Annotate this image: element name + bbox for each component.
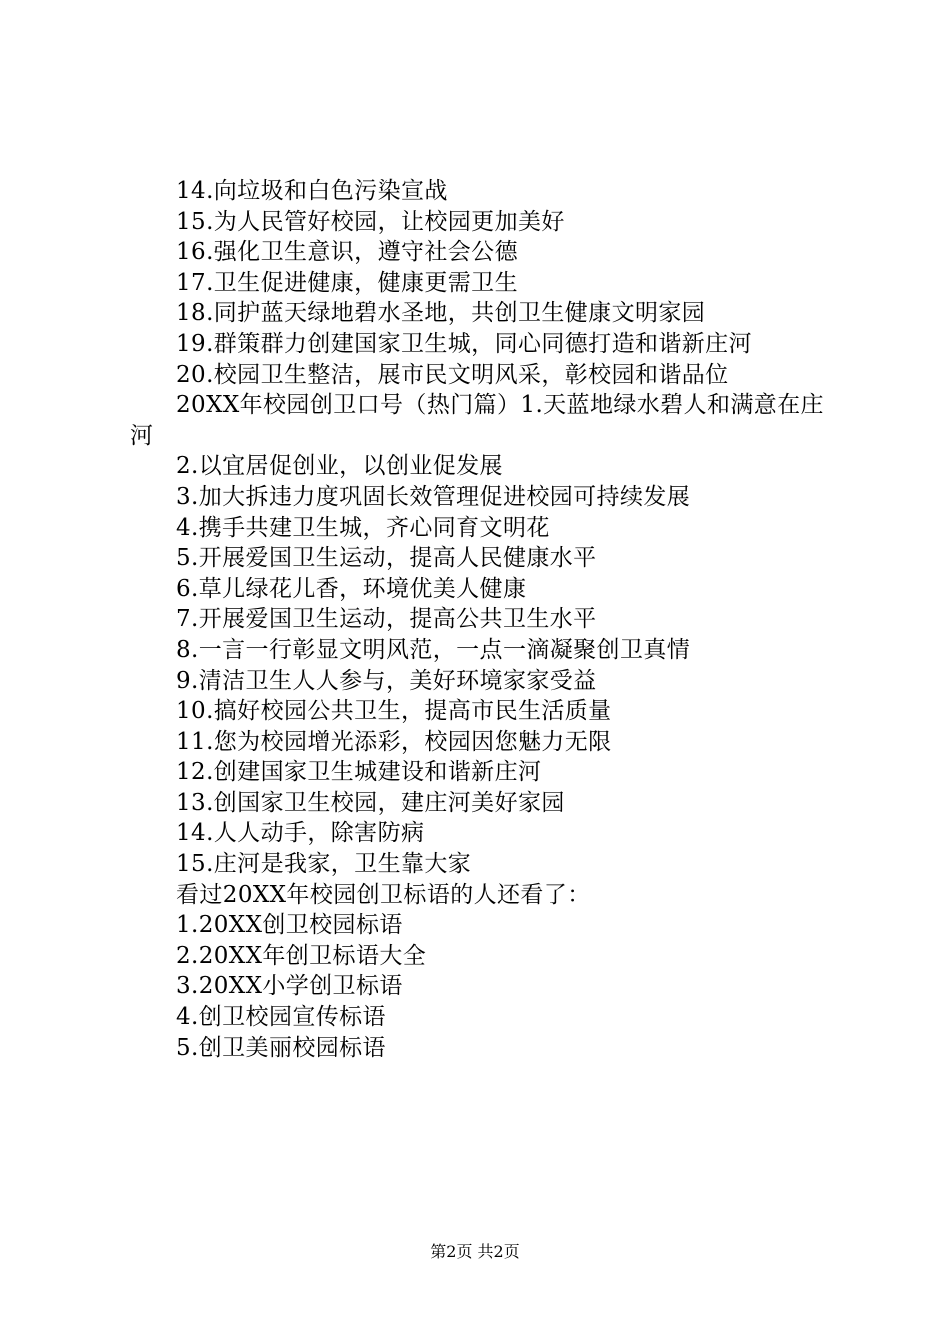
text-line: 17.卫生促进健康，健康更需卫生 (176, 269, 518, 296)
text-line: 4.携手共建卫生城，齐心同育文明花 (176, 514, 550, 541)
text-line: 8.一言一行彰显文明风范，一点一滴凝聚创卫真情 (176, 636, 691, 663)
related-link[interactable]: 2.20XX年创卫标语大全 (176, 942, 427, 969)
text-line: 5.开展爱国卫生运动，提高人民健康水平 (176, 545, 597, 572)
related-link[interactable]: 4.创卫校园宣传标语 (176, 1004, 386, 1031)
section-heading-line: 20XX年校园创卫口号（热门篇）1.天蓝地绿水碧人和满意在庄河 (130, 392, 824, 449)
page-number-footer: 第2页 共2页 (430, 1242, 520, 1261)
text-line: 18.同护蓝天绿地碧水圣地，共创卫生健康文明家园 (176, 300, 706, 327)
related-link[interactable]: 5.创卫美丽校园标语 (176, 1034, 386, 1061)
text-line: 20.校园卫生整洁，展市民文明风采，彰校园和谐品位 (176, 361, 729, 388)
related-link[interactable]: 3.20XX小学创卫标语 (176, 973, 403, 1000)
text-line: 6.草儿绿花儿香，环境优美人健康 (176, 575, 527, 602)
text-line: 13.创国家卫生校园，建庄河美好家园 (176, 789, 565, 816)
text-line: 19.群策群力创建国家卫生城，同心同德打造和谐新庄河 (176, 330, 752, 357)
text-line: 12.创建国家卫生城建设和谐新庄河 (176, 759, 542, 786)
related-link[interactable]: 1.20XX创卫校园标语 (176, 912, 403, 939)
text-line: 3.加大拆违力度巩固长效管理促进校园可持续发展 (176, 483, 691, 510)
text-line: 14.向垃圾和白色污染宣战 (176, 178, 448, 204)
text-line: 10.搞好校园公共卫生，提高市民生活质量 (176, 698, 612, 725)
text-line: 16.强化卫生意识，遵守社会公德 (176, 239, 518, 266)
text-line: 15.庄河是我家，卫生靠大家 (176, 851, 472, 878)
document-body (130, 176, 830, 1063)
text-line: 11.您为校园增光添彩，校园因您魅力无限 (176, 728, 612, 755)
text-line: 14.人人动手，除害防病 (176, 820, 425, 847)
text-line: 9.清洁卫生人人参与，美好环境家家受益 (176, 667, 597, 694)
related-heading: 看过20XX年校园创卫标语的人还看了： (176, 881, 591, 908)
text-line: 7.开展爱国卫生运动，提高公共卫生水平 (176, 606, 597, 633)
text-line: 2.以宜居促创业，以创业促发展 (176, 453, 503, 480)
text-line: 15.为人民管好校园，让校园更加美好 (176, 208, 565, 235)
